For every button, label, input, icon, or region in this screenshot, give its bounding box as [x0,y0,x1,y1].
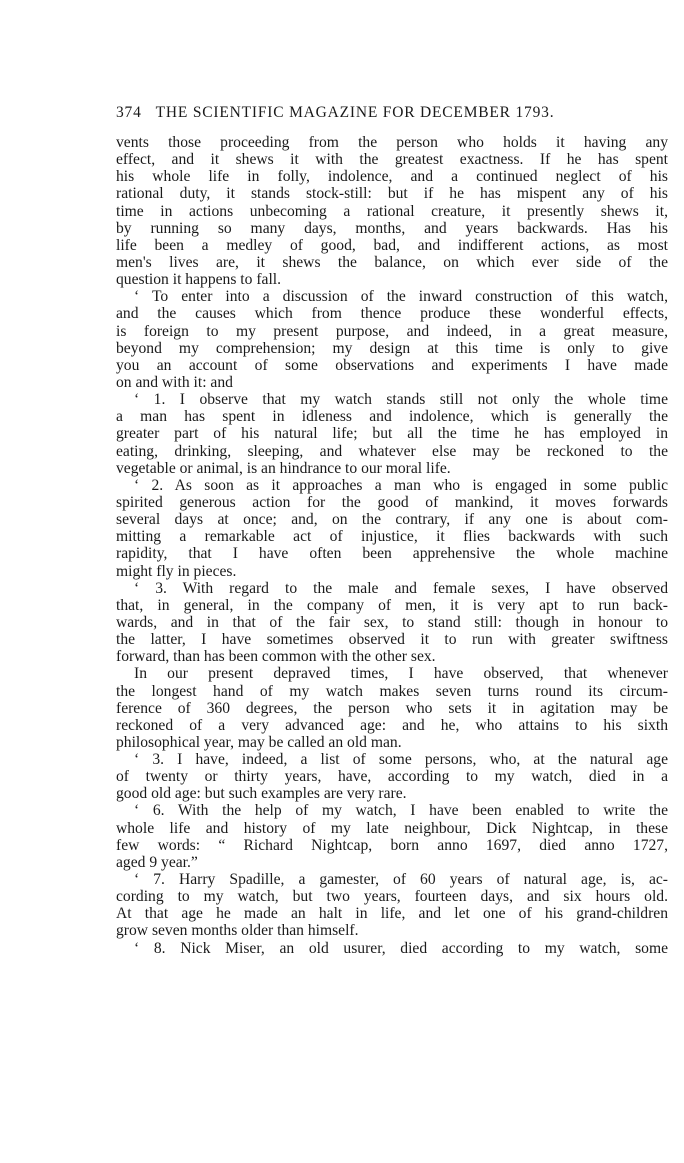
text-line: good old age: but such examples are very rare. [116,785,407,803]
text-line: aged 9 year.” [116,853,198,871]
text-line: you an account of some observations and experiments I have made [116,356,668,374]
text-line: greater part of his natural life; but all the time he has employed in [116,425,668,443]
text-line: rapidity, that I have often been apprehensive the whole machine [116,545,668,563]
text-line: vents those proceeding from the person who holds it having any [116,134,668,151]
text-line: wards, and in that of the fair sex, to stand still: though in honour to [116,613,668,631]
text-line: ference of 360 degrees, the person who sets it in agitation may be [116,699,668,717]
text-line: a man has spent in idleness and indolence, which is generally the [116,408,668,426]
text-line: In our present depraved times, I have observed, that whenever [134,665,668,683]
text-line: At that age he made an halt in life, and let one of his grand-children [116,905,668,923]
text-line: vegetable or animal, is an hindrance to our moral life. [116,459,451,477]
text-line: eating, drinking, sleeping, and whatever else may be reckoned to the [116,442,668,460]
text-line: life been a medley of good, bad, and indifferent actions, as most [116,236,668,254]
text-line: whole life and history of my late neighbour, Dick Nightcap, in these [116,819,668,837]
running-title: THE SCIENTIFIC MAGAZINE FOR DECEMBER 1793. [155,104,555,121]
text-line: ‘ 2. As soon as it approaches a man who is engaged in some public [134,476,668,494]
text-line: the longest hand of my watch makes seven turns round its circum- [116,682,668,700]
text-line: forward, than has been common with the other sex. [116,648,436,666]
text-line: rational duty, it stands stock-still: but if he has mispent any of his [116,185,668,203]
text-line: cording to my watch, but two years, fourteen days, and six hours old. [116,888,668,906]
text-line: might fly in pieces. [116,562,237,580]
text-line: of twenty or thirty years, have, according to my watch, died in a [116,768,668,786]
text-line: beyond my comprehension; my design at this time is only to give [116,339,668,357]
text-line: and the causes which from thence produce these wonderful effects, [116,305,668,323]
text-line: mitting a remarkable act of injustice, it flies backwards with such [116,528,668,546]
text-line: ‘ 6. With the help of my watch, I have been enabled to write the [134,802,668,820]
text-line: that, in general, in the company of men, it is very apt to run back- [116,596,668,614]
text-line: time in actions unbecoming a rational creature, it presently shews it, [116,202,668,220]
text-line: ‘ 3. With regard to the male and female sexes, I have observed [134,579,668,597]
text-line: is foreign to my present purpose, and indeed, in a great measure, [116,322,668,340]
text-line: reckoned of a very advanced age: and he, who attains to his sixth [116,716,668,734]
text-line: on and with it: and [116,373,233,391]
page-number: 374 [116,104,142,121]
text-line: spirited generous action for the good of mankind, it moves forwards [116,493,668,511]
text-line: his whole life in folly, indolence, and a continued neglect of his [116,168,668,186]
running-header [116,104,672,128]
text-line: by running so many days, months, and years backwards. Has his [116,219,668,237]
text-line: the latter, I have sometimes observed it to run with greater swiftness [116,631,668,649]
text-line: men's lives are, it shews the balance, on which ever side of the [116,253,668,271]
text-line: philosophical year, may be called an old man. [116,733,402,751]
text-line: several days at once; and, on the contrary, if any one is about com- [116,511,668,529]
text-line: question it happens to fall. [116,271,282,289]
text-line: ‘ 7. Harry Spadille, a gamester, of 60 years of natural age, is, ac- [134,871,668,889]
text-line: few words: “ Richard Nightcap, born anno 1697, died anno 1727, [116,836,668,854]
text-line: ‘ 8. Nick Miser, an old usurer, died according to my watch, some [134,939,668,957]
text-line: ‘ To enter into a discussion of the inward construction of this watch, [134,288,668,306]
article-body [116,134,668,957]
text-line: grow seven months older than himself. [116,922,359,940]
text-line: ‘ 1. I observe that my watch stands still not only the whole time [134,391,668,409]
text-line: effect, and it shews it with the greatest exactness. If he has spent [116,151,668,169]
text-line: ‘ 3. I have, indeed, a list of some persons, who, at the natural age [134,751,668,769]
